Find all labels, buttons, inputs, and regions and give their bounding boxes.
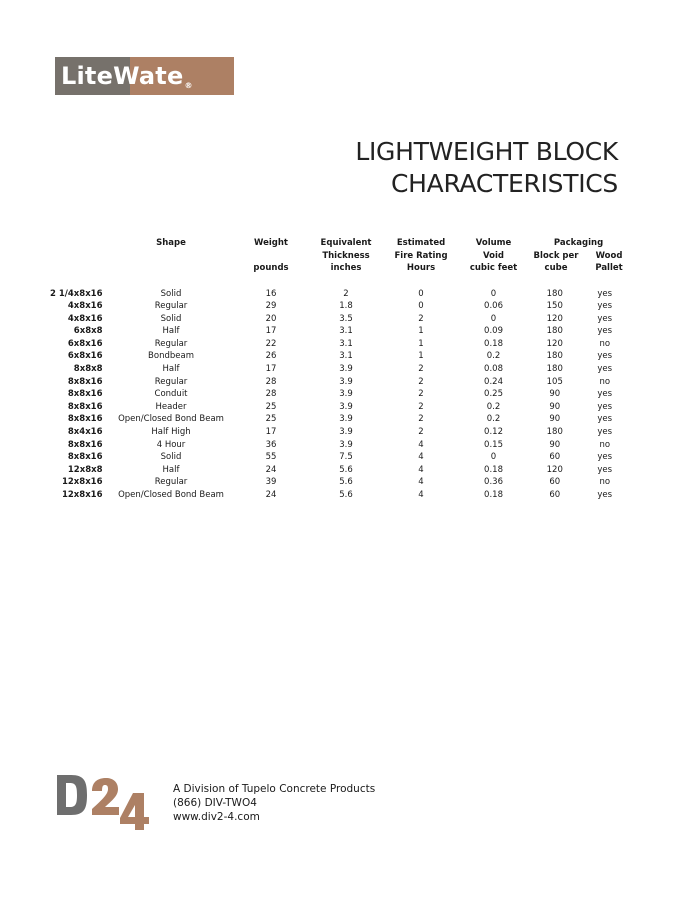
cell-weight: 28 (265, 376, 277, 387)
cell-thickness: 3.9 (339, 414, 353, 425)
cell-fire-rating: 2 (418, 364, 424, 375)
cell-thickness: 3.1 (339, 326, 353, 337)
cell-shape: Half High (151, 427, 191, 438)
header-packaging: Packaging Block per cube Wood Pallet (533, 238, 623, 273)
cell-thickness: 5.6 (339, 477, 353, 488)
cell-wood-pallet: no (599, 439, 611, 450)
cell-wood-pallet: yes (597, 351, 613, 362)
cell-volume-void: 0.36 (484, 477, 503, 488)
cell-thickness: 3.9 (339, 427, 353, 438)
cell-block-per-cube: 120 (546, 338, 563, 349)
cell-shape: Half (162, 364, 180, 375)
header-shape: Shape (156, 238, 186, 248)
cell-volume-void: 0.24 (484, 376, 503, 387)
header-weight: Weight pounds (253, 238, 289, 273)
cell-wood-pallet: yes (597, 490, 613, 500)
cell-shape: Open/Closed Bond Beam (118, 414, 224, 425)
table-row (50, 451, 629, 464)
cell-weight: 39 (265, 477, 277, 488)
cell-thickness: 5.6 (339, 490, 353, 500)
footer-website[interactable]: www.div2-4.com (173, 811, 260, 823)
cell-shape: Solid (160, 313, 182, 324)
cell-block-per-cube: 60 (549, 477, 561, 488)
cell-thickness: 3.9 (339, 401, 353, 412)
cell-weight: 26 (265, 351, 277, 362)
cell-block-per-cube: 90 (549, 401, 561, 412)
cell-thickness: 3.9 (339, 439, 353, 450)
cell-weight: 24 (265, 464, 277, 475)
cell-size: 8x8x16 (67, 452, 103, 463)
cell-weight: 17 (265, 326, 277, 337)
cell-fire-rating: 4 (418, 452, 424, 463)
cell-weight: 17 (265, 364, 277, 375)
cell-volume-void: 0.12 (484, 427, 503, 438)
block-characteristics-table (50, 237, 629, 502)
cell-wood-pallet: yes (597, 452, 613, 463)
cell-wood-pallet: yes (597, 401, 613, 412)
cell-thickness: 5.6 (339, 464, 353, 475)
cell-thickness: 3.1 (339, 338, 353, 349)
cell-fire-rating: 2 (418, 414, 424, 425)
cell-wood-pallet: yes (597, 464, 613, 475)
cell-size: 8x8x8 (73, 364, 103, 375)
table-row (50, 464, 629, 477)
cell-wood-pallet: yes (597, 364, 613, 375)
cell-weight: 20 (265, 313, 277, 324)
cell-wood-pallet: yes (597, 389, 613, 400)
cell-weight: 36 (265, 439, 277, 450)
cell-size: 8x4x16 (67, 427, 103, 438)
cell-weight: 17 (265, 427, 277, 438)
cell-size: 8x8x16 (67, 389, 103, 400)
cell-fire-rating: 2 (418, 401, 424, 412)
title-line-1: LIGHTWEIGHT BLOCK (355, 137, 618, 166)
cell-block-per-cube: 90 (549, 389, 561, 400)
table-row (50, 439, 629, 452)
cell-block-per-cube: 90 (549, 414, 561, 425)
cell-volume-void: 0.2 (486, 351, 501, 362)
cell-block-per-cube: 60 (549, 452, 561, 463)
cell-block-per-cube: 120 (546, 464, 563, 475)
cell-wood-pallet: no (599, 376, 611, 387)
cell-block-per-cube: 90 (549, 439, 561, 450)
cell-volume-void: 0.18 (484, 464, 503, 475)
cell-weight: 55 (265, 452, 277, 463)
cell-fire-rating: 4 (418, 490, 424, 500)
table-header-row (50, 237, 629, 275)
logo-wordmark: LiteWate® (61, 62, 193, 90)
cell-shape: Conduit (154, 389, 188, 400)
litewate-logo (55, 57, 234, 95)
cell-thickness: 3.9 (339, 376, 353, 387)
cell-fire-rating: 1 (418, 326, 424, 337)
table-row (50, 413, 629, 426)
cell-volume-void: 0 (490, 452, 497, 463)
table-row (50, 350, 629, 363)
cell-fire-rating: 2 (418, 427, 424, 438)
cell-shape: Solid (160, 288, 182, 299)
table-row (50, 338, 629, 351)
cell-volume-void: 0.08 (484, 364, 503, 375)
header-fire-rating: Estimated Fire Rating Hours (394, 238, 448, 273)
cell-block-per-cube: 180 (546, 351, 563, 362)
table-row (50, 489, 629, 502)
cell-size: 6x8x16 (67, 338, 103, 349)
cell-block-per-cube: 180 (546, 427, 563, 438)
table-row (50, 401, 629, 414)
cell-volume-void: 0.25 (484, 389, 503, 400)
table-row (50, 325, 629, 338)
title-line-2: CHARACTERISTICS (391, 169, 618, 198)
cell-shape: 4 Hour (156, 439, 186, 450)
footer-division: A Division of Tupelo Concrete Products (173, 783, 376, 795)
cell-size: 4x8x16 (67, 313, 103, 324)
cell-fire-rating: 1 (418, 351, 424, 362)
cell-thickness: 3.9 (339, 389, 353, 400)
cell-block-per-cube: 105 (546, 376, 563, 387)
cell-fire-rating: 0 (418, 301, 424, 312)
table-row (50, 363, 629, 376)
cell-weight: 28 (265, 389, 277, 400)
cell-fire-rating: 4 (418, 439, 424, 450)
header-volume-void: Volume Void cubic feet (469, 238, 518, 273)
cell-size: 8x8x16 (67, 414, 103, 425)
table-row (50, 388, 629, 401)
table-row (50, 426, 629, 439)
cell-shape: Header (155, 401, 187, 412)
cell-weight: 22 (265, 338, 277, 349)
cell-block-per-cube: 150 (546, 301, 563, 312)
cell-wood-pallet: no (599, 477, 611, 488)
cell-fire-rating: 2 (418, 376, 424, 387)
cell-fire-rating: 1 (418, 338, 424, 349)
cell-shape: Solid (160, 452, 182, 463)
cell-size: 8x8x16 (67, 439, 103, 450)
cell-shape: Regular (154, 338, 188, 349)
cell-thickness: 3.9 (339, 364, 353, 375)
page-title (355, 136, 618, 200)
cell-size: 8x8x16 (67, 401, 103, 412)
cell-shape: Regular (154, 477, 188, 488)
cell-weight: 29 (265, 301, 277, 312)
cell-thickness: 1.8 (339, 301, 353, 312)
header-size (50, 237, 109, 275)
cell-volume-void: 0.2 (486, 401, 501, 412)
table-row (50, 313, 629, 326)
cell-weight: 16 (265, 288, 277, 299)
cell-size: 8x8x16 (67, 376, 103, 387)
cell-block-per-cube: 180 (546, 288, 563, 299)
table-row (50, 288, 629, 301)
cell-volume-void: 0.2 (486, 414, 501, 425)
cell-volume-void: 0 (490, 313, 497, 324)
cell-wood-pallet: yes (597, 301, 613, 312)
table-row (50, 300, 629, 313)
cell-block-per-cube: 180 (546, 364, 563, 375)
d24-logo (57, 775, 152, 833)
cell-wood-pallet: yes (597, 288, 613, 299)
cell-block-per-cube: 60 (549, 490, 561, 500)
cell-volume-void: 0.09 (484, 326, 503, 337)
cell-thickness: 3.1 (339, 351, 353, 362)
cell-wood-pallet: yes (597, 414, 613, 425)
table-row (50, 476, 629, 489)
cell-wood-pallet: yes (597, 427, 613, 438)
cell-thickness: 7.5 (339, 452, 353, 463)
cell-block-per-cube: 180 (546, 326, 563, 337)
cell-fire-rating: 0 (418, 288, 424, 299)
cell-fire-rating: 2 (418, 313, 424, 324)
cell-size: 12x8x16 (61, 490, 103, 500)
footer-phone: (866) DIV-TWO4 (173, 797, 257, 809)
header-thickness: Equivalent Thickness inches (320, 238, 372, 273)
cell-weight: 25 (265, 401, 277, 412)
cell-fire-rating: 4 (418, 464, 424, 475)
cell-volume-void: 0.15 (484, 439, 503, 450)
cell-thickness: 2 (343, 288, 349, 299)
cell-volume-void: 0.18 (484, 338, 503, 349)
cell-fire-rating: 4 (418, 477, 424, 488)
cell-fire-rating: 2 (418, 389, 424, 400)
cell-wood-pallet: yes (597, 313, 613, 324)
cell-size: 12x8x8 (67, 464, 103, 475)
cell-weight: 25 (265, 414, 277, 425)
cell-size: 4x8x16 (67, 301, 103, 312)
cell-size: 6x8x16 (67, 351, 103, 362)
cell-size: 2 1/4x8x16 (50, 288, 103, 299)
footer-contact (173, 782, 375, 824)
table-row (50, 376, 629, 389)
cell-weight: 24 (265, 490, 277, 500)
cell-thickness: 3.5 (339, 313, 353, 324)
cell-shape: Open/Closed Bond Beam (118, 490, 224, 500)
d24-logo-graphic (57, 775, 152, 833)
cell-block-per-cube: 120 (546, 313, 563, 324)
cell-shape: Regular (154, 301, 188, 312)
cell-volume-void: 0 (490, 288, 497, 299)
cell-shape: Half (162, 464, 180, 475)
cell-shape: Half (162, 326, 180, 337)
cell-shape: Bondbeam (148, 351, 194, 362)
cell-shape: Regular (154, 376, 188, 387)
cell-volume-void: 0.18 (484, 490, 503, 500)
cell-wood-pallet: yes (597, 326, 613, 337)
cell-wood-pallet: no (599, 338, 611, 349)
cell-volume-void: 0.06 (484, 301, 503, 312)
cell-size: 12x8x16 (61, 477, 103, 488)
cell-size: 6x8x8 (73, 326, 103, 337)
